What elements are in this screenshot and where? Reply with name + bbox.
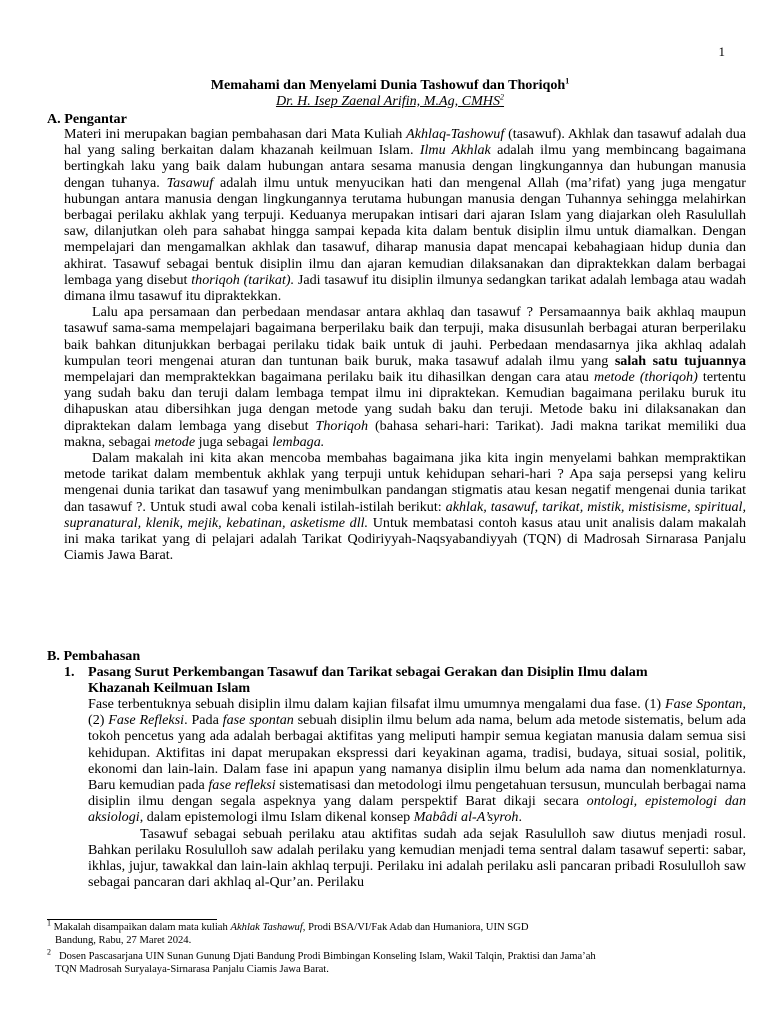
subsection-1-heading-line-2: Khazanah Keilmuan Islam	[88, 680, 251, 696]
title-text: Memahami dan Menyelami Dunia Tashowuf dan Thoriqoh	[210, 77, 566, 93]
title-footnote-mark: 1	[565, 76, 570, 86]
page-number: 1	[718, 44, 725, 59]
footnote-1-mark: 1	[47, 918, 51, 928]
subsection-1-number: 1.	[64, 664, 75, 680]
section-a-paragraph-1: Materi ini merupakan bagian pembahasan dari Mata Kuliah Akhlaq-Tashowuf (tasawuf). Akhlak dan tasawuf adalah dua hal yang saling berkaitan dalam khazanah keilmuan Islam. Ilmu Akhlak adalah ilmu yang membincang bagaimana bertingkah laku yang baik dalam hubungan antara sesama manusia dengan lingkungannya dan hubungan manusia dengan tuhanya. Tasawuf adalah ilmu untuk menyucikan hati dan mengenal Allah (ma’rifat) yang juga mengatur hubungan antara manusia dengan lingkungannya terutama hubungan manusia dengan Tuhannya sehingga melahirkan berbagai perilaku akhlak yang terpuji. Keduanya merupakan intisari dari ajaran Islam yang diajarkan oleh Rasulullah saw, dilanjutkan oleh para sahabat hingga sampai kepada kita dalam bentuk disiplin ilmu untuk diamalkan. Dengan mempelajari dan mengamalkan akhlak dan tasawuf, diharap manusia dapat mencapai kebahagiaan hidup dunia dan akhirat. Tasawuf sebagai bentuk disiplin ilmu dan ajaran kemudian dilaksanakan dan dipraktekkan dalam berbagai lembaga yang disebut thoriqoh (tarikat). Jadi tasawuf itu disiplin ilmunya sedangkan tarikat adalah lembaga atau wadah dimana ilmu tasawuf itu dipraktekkan.	[64, 126, 747, 305]
author-name: Dr. H. Isep Zaenal Arifin, M.Ag, CMHS	[275, 93, 501, 109]
section-a-heading: A. Pengantar	[47, 111, 127, 127]
section-a-body	[64, 126, 746, 563]
section-b-paragraph-2: Tasawuf sebagai sebuah perilaku atau aktifitas sudah ada sejak Rasululloh saw diutus menjadi rosul. Bahkan perilaku Rosululloh saw adalah perilaku yang kemudian menjadi tema sentral dalam tasawuf seperti: sabar, ikhlas, jujur, tawakkal dan lain-lain akhlaq terpuji. Perilaku ini adalah perilaku asli pancaran pribadi Rosululloh saw sebagai pancaran dari akhlaq al-Qur’an. Perilaku	[88, 825, 746, 891]
section-b-paragraph-1: Fase terbentuknya sebuah disiplin ilmu dalam kajian filsafat ilmu umumnya mengalami dua fase. (1) Fase Spontan, (2) Fase Refleksi. Pada fase spontan sebuah disiplin ilmu belum ada nama, belum ada metode sistematis, belum ada tokoh pencetus yang ada adalah berbagai aktifitas yang meliputi hampir semua kegiatan manusia dalam semua sisi kehidupan. Aktifitas ini dapat merupakan ekspressi dari keyakinan agama, tradisi, budaya, situai sosial, politik, ekonomi dan lain-lain. Dalam fase ini apapun yang namanya disiplin ilmu belum ada nama dan nomenklaturnya. Baru kemudian pada fase refleksi sistematisasi dan metodologi ilmu pengetahuan tersusun, munculah berbagai nama disiplin ilmu dengan segala aspeknya yang dalam perspektif Barat dikaji secara ontologi, epistemologi dan aksiologi, dalam epistemologi ilmu Islam dikenal konsep Mabâdi al-A’syroh.	[88, 696, 746, 826]
footnote-1-line-2: Bandung, Rabu, 27 Maret 2024.	[55, 935, 192, 946]
author-line	[40, 93, 740, 109]
section-a-paragraph-3: Dalam makalah ini kita akan mencoba membahas bagaimana jika kita ingin menyelami bahkan mempraktikan metode tarikat dalam membentuk akhlak yang terpuji untuk kehidupan sehari-hari ? Apa saja persepsi yang keliru mengenai dunia tarikat dan tasawuf yang menimbulkan pandangan stigmatis atau kesan negatif mengenai dunia tarikat dan tasawuf ?. Untuk studi awal coba kenali istilah-istilah berikut: akhlak, tasawuf, tarikat, mistik, mistisisme, spiritual, supranatural, klenik, mejik, kebatinan, asketisme dll. Untuk membatasi contoh kasus atau unit analisis dalam makalah ini maka tarikat yang di pelajari adalah Tarikat Qodiriyyah-Naqsyabandiyyah (TQN) di Madrosah Sirnarasa Panjalu Ciamis Jawa Barat.	[64, 450, 747, 564]
section-b-body	[88, 696, 746, 890]
footnote-2-line-2: TQN Madrosah Suryalaya-Sirnarasa Panjalu Ciamis Jawa Barat.	[55, 964, 329, 975]
section-b-heading: B. Pembahasan	[47, 648, 141, 664]
footnote-1: $^1$ Makalah disampaikan dalam mata kuliah Akhlak Tashawuf, Prodi BSA/VI/Fak Adab dan Humaniora, UIN SGD	[47, 918, 529, 933]
document-title	[40, 77, 740, 93]
footnote-2-mark: 2	[47, 947, 51, 957]
subsection-1-heading-line-1: Pasang Surut Perkembangan Tasawuf dan Tarikat sebagai Gerakan dan Disiplin Ilmu dalam	[88, 664, 648, 680]
section-a-paragraph-2: Lalu apa persamaan dan perbedaan mendasar antara akhlaq dan tasawuf ? Persamaannya baik akhlaq maupun tasawuf sama-sama mempelajari bagaimana berperilaku baik dan terpuji, maka disusunlah berbagai aturan berperilaku baik bahkan ditunjukkan berbagai perilaku tidak baik untuk di jauhi. Perbedaan mendasarnya jika akhlaq adalah kumpulan teori mengenai aturan dan tuntunan baik buruk, maka tasawuf adalah ilmu yang salah satu tujuannya mempelajari dan mempraktekkan bagaimana perilaku baik itu dihasilkan dengan cara atau metode (thoriqoh) tertentu yang sudah baku dan teruji dalam lembaga tempat ilmu ini dipraktekan. Kemudian bagaimana perilaku buruk itu dihapuskan atau dibersihkan juga dengan metode yang sudah baku dan teruji. Metode baku ini dilaksanakan dan dipraktekan dalam lembaga yang disebut Thoriqoh (bahasa sehari-hari: Tarikat). Jadi makna tarikat memiliki dua makna, sebagai metode juga sebagai lembaga.	[64, 304, 746, 450]
footnote-2: $^2$ Dosen Pascasarjana UIN Sunan Gunung Djati Bandung Prodi Bimbingan Konseling Islam, Wakil Talqin, Praktisi dan Jama’ah	[47, 947, 596, 962]
author-footnote-mark: 2	[500, 92, 505, 102]
footnote-separator	[47, 919, 217, 920]
